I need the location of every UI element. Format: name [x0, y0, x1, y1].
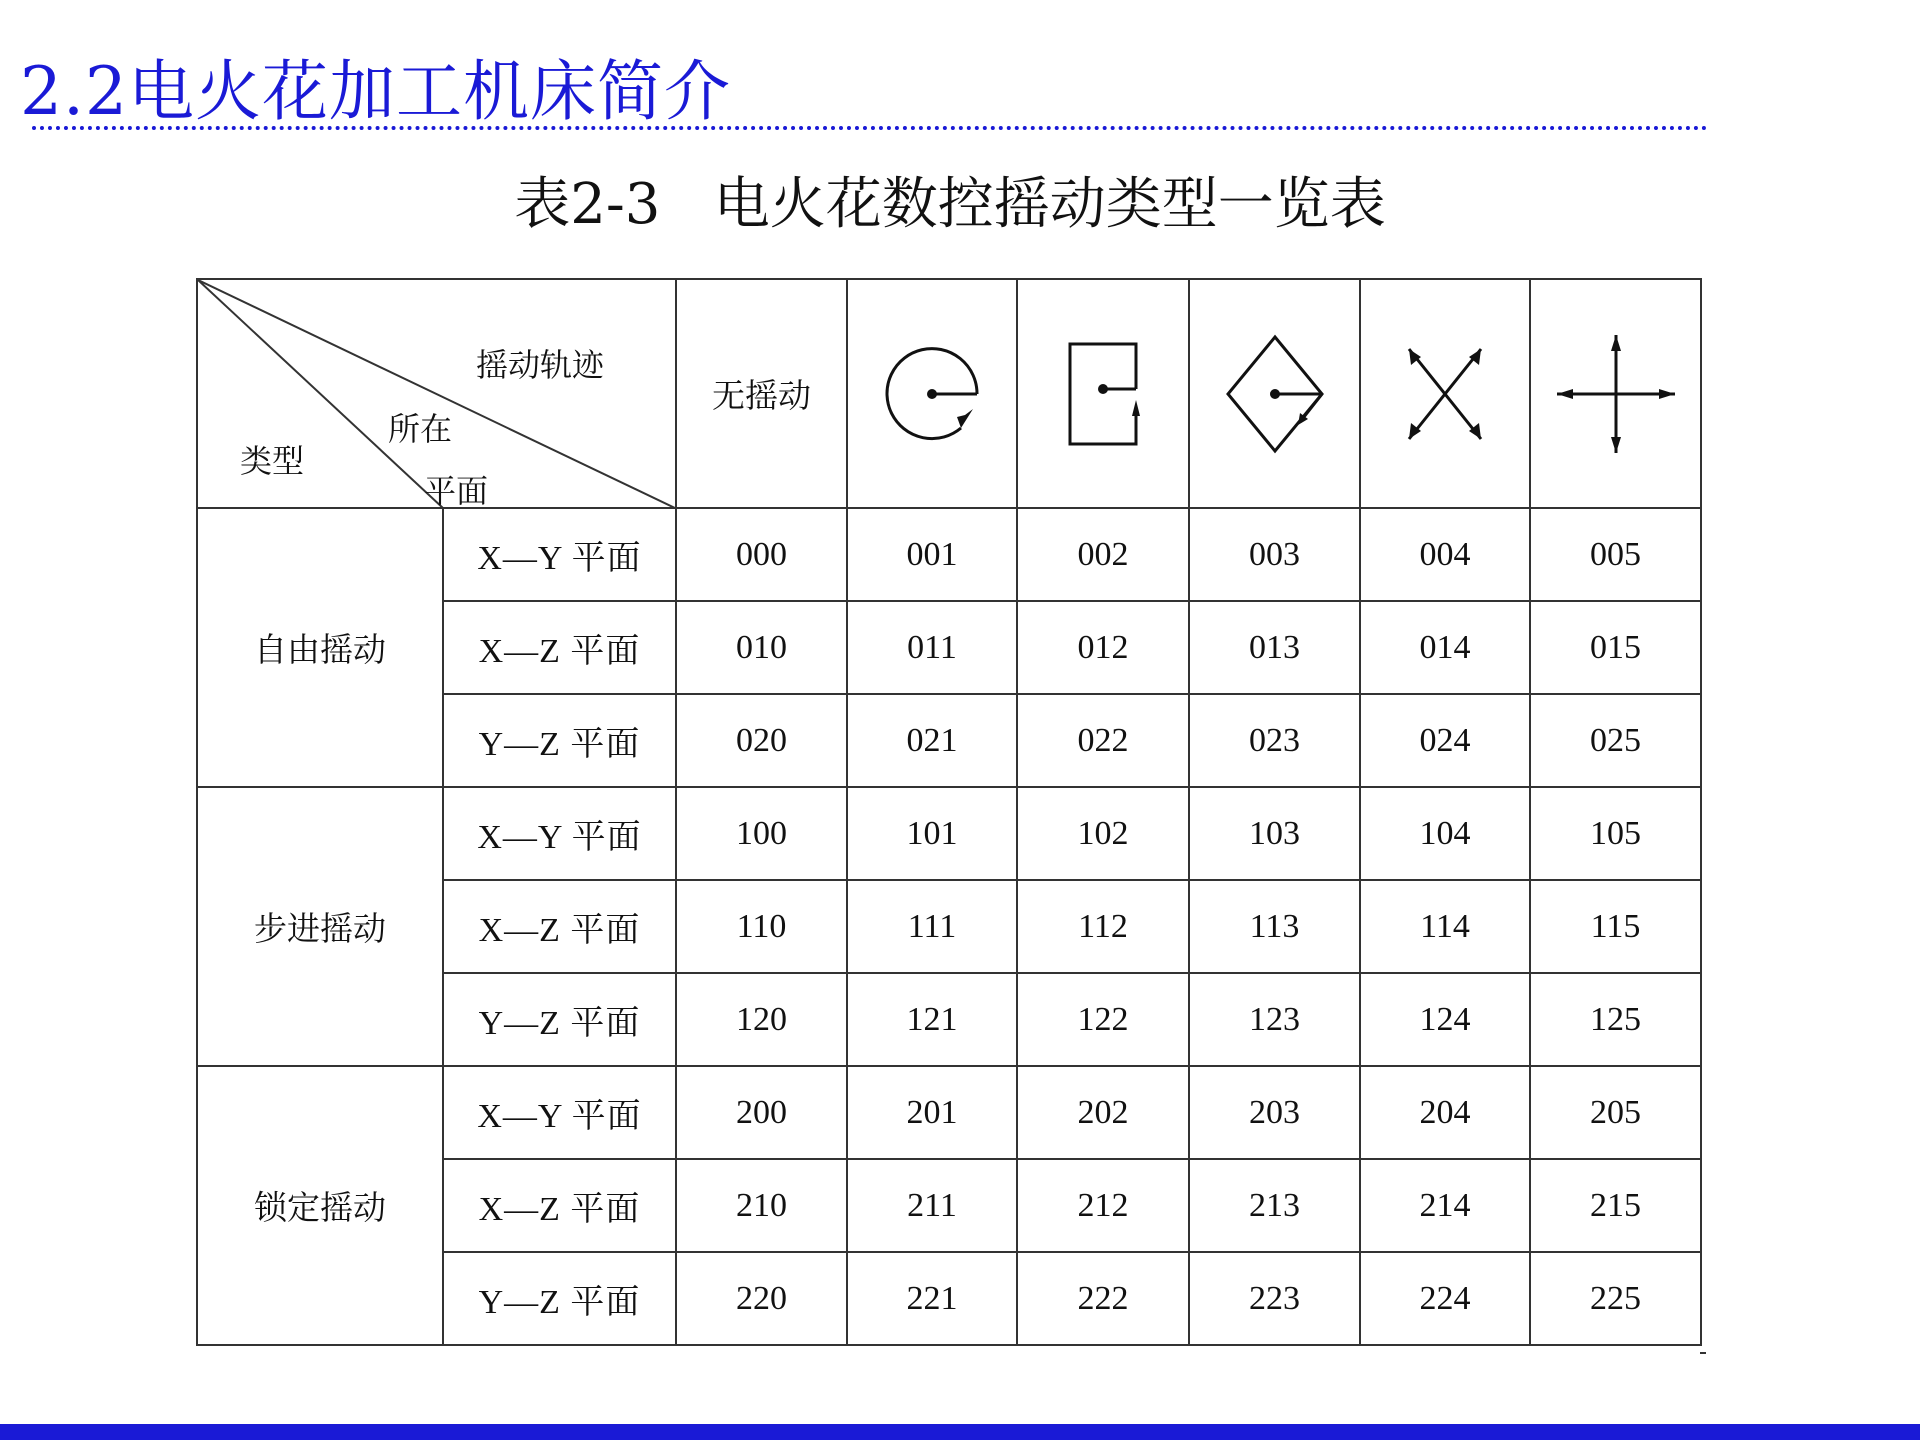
code-cell: 021: [847, 694, 1017, 787]
code-cell: 205: [1530, 1066, 1701, 1159]
header-diamond: [1189, 279, 1360, 508]
header-no-motion: 无摇动: [676, 279, 847, 508]
code-cell: 013: [1189, 601, 1360, 694]
table-row: [197, 1066, 1701, 1159]
code-cell: 001: [847, 508, 1017, 601]
code-cell: 100: [676, 787, 847, 880]
code-cell: 005: [1530, 508, 1701, 601]
category-cell: 步进摇动: [197, 787, 443, 1066]
diamond-trajectory-icon: [1220, 329, 1330, 459]
code-cell: 023: [1189, 694, 1360, 787]
plane-cell: Y—Z 平面: [443, 973, 676, 1066]
code-cell: 003: [1189, 508, 1360, 601]
plane-cell: Y—Z 平面: [443, 694, 676, 787]
code-cell: 223: [1189, 1252, 1360, 1345]
plane-cell: Y—Z 平面: [443, 1252, 676, 1345]
code-cell: 025: [1530, 694, 1701, 787]
table-corner-mark: [1700, 1352, 1706, 1354]
slide-title: 2.2电火花加工机床简介: [20, 53, 731, 130]
code-cell: 110: [676, 880, 847, 973]
code-cell: 225: [1530, 1252, 1701, 1345]
code-cell: 202: [1017, 1066, 1189, 1159]
code-cell: 120: [676, 973, 847, 1066]
code-cell: 121: [847, 973, 1017, 1066]
code-cell: 224: [1360, 1252, 1530, 1345]
header-type-label: 类型: [240, 442, 305, 480]
code-cell: 112: [1017, 880, 1189, 973]
code-cell: 220: [676, 1252, 847, 1345]
table-row: [197, 787, 1701, 880]
code-cell: 024: [1360, 694, 1530, 787]
header-trajectory-label: 摇动轨迹: [476, 346, 605, 384]
diagonal-header-cell: [197, 279, 676, 508]
code-cell: 200: [676, 1066, 847, 1159]
title-divider: [32, 126, 1708, 130]
code-cell: 113: [1189, 880, 1360, 973]
code-cell: 101: [847, 787, 1017, 880]
category-cell: 锁定摇动: [197, 1066, 443, 1345]
x-cross-trajectory-icon: [1395, 339, 1495, 449]
code-cell: 022: [1017, 694, 1189, 787]
code-cell: 012: [1017, 601, 1189, 694]
header-plus-cross: [1530, 279, 1701, 508]
code-cell: 002: [1017, 508, 1189, 601]
header-plane-label-bottom: 平面: [424, 472, 489, 510]
code-cell: 015: [1530, 601, 1701, 694]
plane-cell: X—Y 平面: [443, 1066, 676, 1159]
code-cell: 102: [1017, 787, 1189, 880]
code-cell: 204: [1360, 1066, 1530, 1159]
code-cell: 105: [1530, 787, 1701, 880]
code-cell: 212: [1017, 1159, 1189, 1252]
header-x-cross: [1360, 279, 1530, 508]
code-cell: 222: [1017, 1252, 1189, 1345]
code-cell: 123: [1189, 973, 1360, 1066]
code-cell: 111: [847, 880, 1017, 973]
code-cell: 115: [1530, 880, 1701, 973]
plane-cell: X—Y 平面: [443, 787, 676, 880]
code-cell: 211: [847, 1159, 1017, 1252]
code-cell: 210: [676, 1159, 847, 1252]
code-cell: 011: [847, 601, 1017, 694]
header-square: [1017, 279, 1189, 508]
code-cell: 103: [1189, 787, 1360, 880]
circle-trajectory-icon: [877, 339, 987, 449]
plus-cross-trajectory-icon: [1551, 329, 1681, 459]
bottom-accent-bar: [0, 1424, 1920, 1440]
code-cell: 214: [1360, 1159, 1530, 1252]
header-plane-label-top: 所在: [388, 410, 453, 448]
code-cell: 213: [1189, 1159, 1360, 1252]
plane-cell: X—Z 平面: [443, 1159, 676, 1252]
category-cell: 自由摇动: [197, 508, 443, 787]
plane-cell: X—Z 平面: [443, 880, 676, 973]
code-cell: 104: [1360, 787, 1530, 880]
table-caption: 表2-3 电火花数控摇动类型一览表: [514, 172, 1386, 237]
code-cell: 215: [1530, 1159, 1701, 1252]
plane-cell: X—Y 平面: [443, 508, 676, 601]
plane-cell: X—Z 平面: [443, 601, 676, 694]
oscillation-type-table: [196, 278, 1702, 1346]
table-row: [197, 508, 1701, 601]
code-cell: 221: [847, 1252, 1017, 1345]
code-cell: 004: [1360, 508, 1530, 601]
code-cell: 020: [676, 694, 847, 787]
code-cell: 014: [1360, 601, 1530, 694]
code-cell: 201: [847, 1066, 1017, 1159]
table-header-row: [197, 279, 1701, 508]
code-cell: 122: [1017, 973, 1189, 1066]
code-cell: 125: [1530, 973, 1701, 1066]
code-cell: 010: [676, 601, 847, 694]
square-trajectory-icon: [1048, 334, 1158, 454]
header-circle: [847, 279, 1017, 508]
code-cell: 124: [1360, 973, 1530, 1066]
code-cell: 114: [1360, 880, 1530, 973]
code-cell: 000: [676, 508, 847, 601]
code-cell: 203: [1189, 1066, 1360, 1159]
